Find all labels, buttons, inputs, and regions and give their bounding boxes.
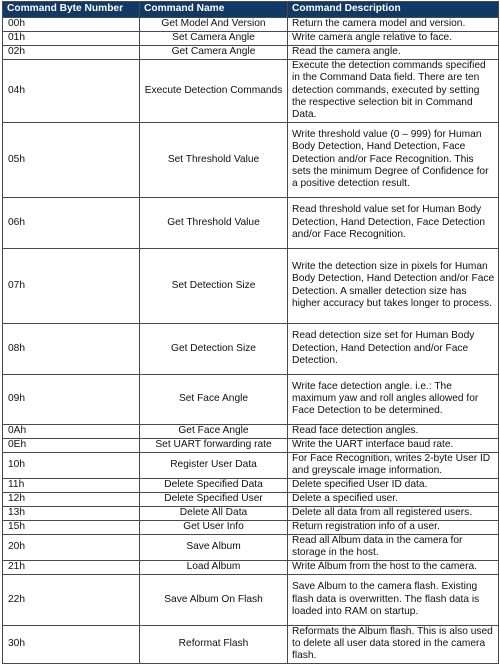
table-row xyxy=(3,374,499,424)
table-row xyxy=(3,438,499,452)
command-byte-cell: 30h xyxy=(3,625,140,663)
command-description-cell: Write face detection angle. i.e.: The maximum yaw and roll angles allowed for Face Detection to be determined. xyxy=(288,374,499,424)
command-name-cell: Get Threshold Value xyxy=(140,197,288,248)
command-name-cell: Set Camera Angle xyxy=(140,32,288,46)
command-byte-cell: 12h xyxy=(3,492,140,506)
header-command-byte-number: Command Byte Number xyxy=(3,2,140,18)
command-name-cell: Get Face Angle xyxy=(140,424,288,438)
table-row xyxy=(3,625,499,663)
command-byte-cell: 07h xyxy=(3,248,140,323)
table-row xyxy=(3,32,499,46)
command-name-cell: Set UART forwarding rate xyxy=(140,438,288,452)
command-name-cell: Get User Info xyxy=(140,520,288,534)
command-description-cell: Save Album to the camera flash. Existing flash data is overwritten. The flash data is loaded into RAM on startup. xyxy=(288,574,499,625)
command-name-cell: Reformat Flash xyxy=(140,625,288,663)
command-byte-cell: 08h xyxy=(3,323,140,374)
command-byte-cell: 13h xyxy=(3,506,140,520)
command-name-cell: Delete Specified Data xyxy=(140,478,288,492)
command-byte-cell: 00h xyxy=(3,18,140,32)
command-name-cell: Set Face Angle xyxy=(140,374,288,424)
command-description-cell: Read all Album data in the camera for storage in the host. xyxy=(288,534,499,560)
command-description-cell: Write camera angle relative to face. xyxy=(288,32,499,46)
table-row xyxy=(3,534,499,560)
table-row xyxy=(3,122,499,197)
command-description-cell: Write the detection size in pixels for Human Body Detection, Hand Detection and/or Face Detection. A smaller detection size has higher accuracy but takes longer to process. xyxy=(288,248,499,323)
table-row xyxy=(3,248,499,323)
header-row xyxy=(3,2,499,18)
command-name-cell: Execute Detection Commands xyxy=(140,60,288,123)
command-byte-cell: 10h xyxy=(3,452,140,478)
command-table xyxy=(2,1,499,664)
header-command-description: Command Description xyxy=(288,2,499,18)
command-description-cell: Write threshold value (0 – 999) for Human Body Detection, Hand Detection, Face Detection and/or Face Recognition. This sets the minimum Degree of Confidence for a positive detection result. xyxy=(288,122,499,197)
command-byte-cell: 02h xyxy=(3,46,140,60)
command-description-cell: Return the camera model and version. xyxy=(288,18,499,32)
command-name-cell: Delete All Data xyxy=(140,506,288,520)
table-row xyxy=(3,18,499,32)
command-description-cell: For Face Recognition, writes 2-byte User ID and greyscale image information. xyxy=(288,452,499,478)
command-description-cell: Read threshold value set for Human Body Detection, Hand Detection, Face Detection and/or Face Recognition. xyxy=(288,197,499,248)
table-row xyxy=(3,452,499,478)
table-row xyxy=(3,506,499,520)
command-description-cell: Read detection size set for Human Body Detection, Hand Detection and/or Face Detection. xyxy=(288,323,499,374)
command-name-cell: Get Detection Size xyxy=(140,323,288,374)
command-name-cell: Save Album xyxy=(140,534,288,560)
command-byte-cell: 15h xyxy=(3,520,140,534)
command-description-cell: Write Album from the host to the camera. xyxy=(288,560,499,574)
command-byte-cell: 21h xyxy=(3,560,140,574)
header-command-name: Command Name xyxy=(140,2,288,18)
command-description-cell: Delete specified User ID data. xyxy=(288,478,499,492)
command-byte-cell: 0Ah xyxy=(3,424,140,438)
table-row xyxy=(3,492,499,506)
command-byte-cell: 22h xyxy=(3,574,140,625)
command-name-cell: Set Threshold Value xyxy=(140,122,288,197)
command-description-cell: Execute the detection commands specified in the Command Data field. There are ten detection commands, executed by setting the respective selection bit in Command Data. xyxy=(288,60,499,123)
table-row xyxy=(3,560,499,574)
table-row xyxy=(3,424,499,438)
table-row xyxy=(3,197,499,248)
command-name-cell: Set Detection Size xyxy=(140,248,288,323)
table-row xyxy=(3,520,499,534)
table-row xyxy=(3,46,499,60)
command-byte-cell: 09h xyxy=(3,374,140,424)
command-description-cell: Reformats the Album flash. This is also used to delete all user data stored in the camera flash. xyxy=(288,625,499,663)
command-name-cell: Register User Data xyxy=(140,452,288,478)
table-row xyxy=(3,323,499,374)
command-name-cell: Get Model And Version xyxy=(140,18,288,32)
command-description-cell: Read the camera angle. xyxy=(288,46,499,60)
command-description-cell: Delete all data from all registered users. xyxy=(288,506,499,520)
command-description-cell: Return registration info of a user. xyxy=(288,520,499,534)
command-byte-cell: 01h xyxy=(3,32,140,46)
command-description-cell: Write the UART interface baud rate. xyxy=(288,438,499,452)
command-name-cell: Get Camera Angle xyxy=(140,46,288,60)
command-byte-cell: 11h xyxy=(3,478,140,492)
command-description-cell: Delete a specified user. xyxy=(288,492,499,506)
table-row xyxy=(3,478,499,492)
command-byte-cell: 0Eh xyxy=(3,438,140,452)
command-name-cell: Delete Specified User xyxy=(140,492,288,506)
command-description-cell: Read face detection angles. xyxy=(288,424,499,438)
command-byte-cell: 04h xyxy=(3,60,140,123)
command-byte-cell: 05h xyxy=(3,122,140,197)
table-row xyxy=(3,60,499,123)
command-byte-cell: 20h xyxy=(3,534,140,560)
table-row xyxy=(3,574,499,625)
command-name-cell: Save Album On Flash xyxy=(140,574,288,625)
command-name-cell: Load Album xyxy=(140,560,288,574)
command-byte-cell: 06h xyxy=(3,197,140,248)
